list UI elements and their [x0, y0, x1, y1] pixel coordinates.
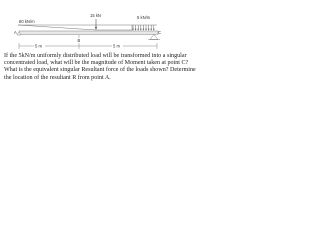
point-c-label: C: [158, 30, 162, 35]
distributed-load-block: [96, 25, 132, 30]
load-label-5kn-per-m: 5 kN/m: [137, 15, 151, 20]
problem-statement: If the 5kN/m uniformly distributed load will be transformed into a singular concentrated load, what will be the magnitude of Moment taken at point C? What is the equivalent singular Resultant force of the loads shown? Determine the location of the resultant R from point A.: [4, 53, 196, 81]
span-ab-label: 5 m: [35, 43, 42, 49]
point-a-label: A: [14, 30, 17, 35]
triangular-load: [18, 25, 96, 30]
span-bc-label: 5 m: [113, 43, 120, 49]
point-b-label: B: [77, 38, 81, 43]
beam-diagram: [0, 0, 200, 54]
beam: [19, 31, 158, 34]
uniform-load-arrows: [133, 25, 154, 30]
support-c: [148, 34, 160, 39]
load-label-80kn-per-m: 80 kN/m: [19, 19, 35, 24]
load-label-15kn: 15 kN: [90, 13, 101, 18]
